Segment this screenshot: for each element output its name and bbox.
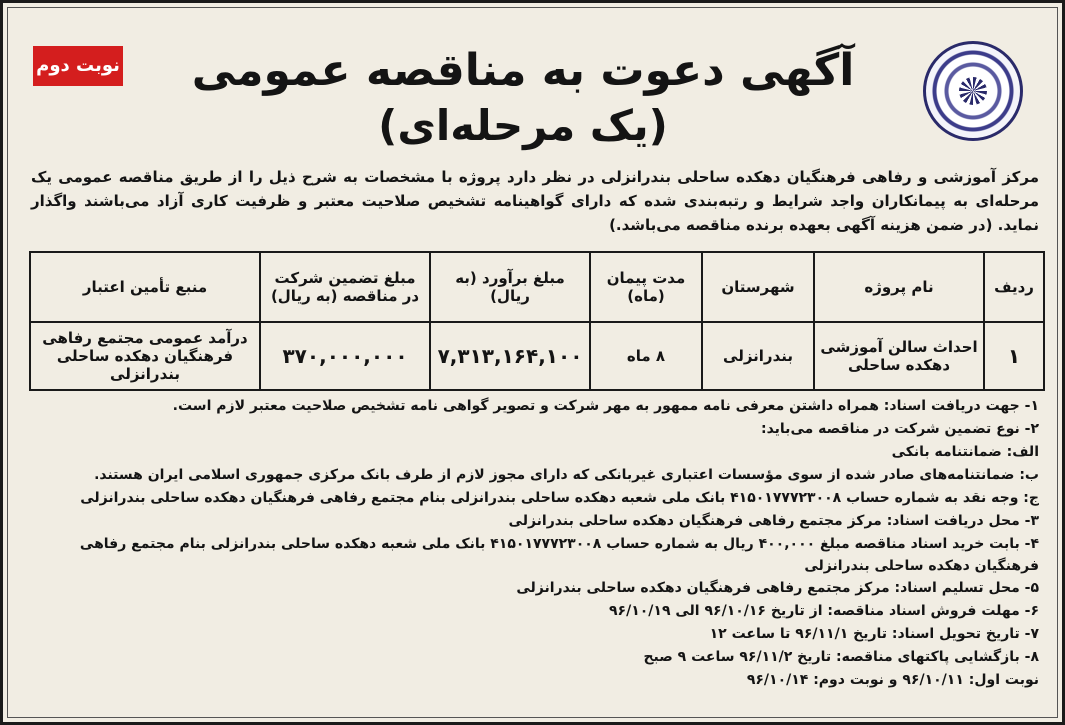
table-header-row — [30, 252, 1044, 322]
cell-project-name: احداث سالن آموزشی دهکده ساحلی — [814, 322, 984, 390]
cell-duration: ۸ ماه — [590, 322, 702, 390]
publication-dates: نوبت اول: ۹۶/۱۰/۱۱ و نوبت دوم: ۹۶/۱۰/۱۴ — [746, 672, 1039, 688]
term-item: ۳- محل دریافت اسناد: مرکز مجتمع رفاهی فرهنگیان دهکده ساحلی بندرانزلی — [508, 513, 1039, 529]
header-funding-source: منبع تأمین اعتبار — [30, 252, 260, 322]
cell-row-number: ۱ — [984, 322, 1044, 390]
term-item: ۲- نوع تضمین شرکت در مناقصه می‌باید: — [760, 421, 1039, 437]
header-estimate: مبلغ برآورد (به ریال) — [430, 252, 590, 322]
term-item: ۶- مهلت فروش اسناد مناقصه: از تاریخ ۹۶/۱۰/۱۶ الی ۹۶/۱۰/۱۹ — [609, 603, 1039, 619]
term-item: الف: ضمانتنامه بانکی — [891, 444, 1039, 460]
term-item: ۱- جهت دریافت اسناد: همراه داشتن معرفی نامه ممهور به مهر شرکت و تصویر گواهی نامه تشخیص صلاحیت معتبر لازم است. — [172, 398, 1039, 414]
notice-title: آگهی دعوت به مناقصه عمومی — [191, 45, 855, 96]
header-row-number: ردیف — [984, 252, 1044, 322]
term-item: ج: وجه نقد به شماره حساب ۴۱۵۰۱۷۷۷۲۳۰۰۸ بانک ملی شعبه دهکده ساحلی بندرانزلی بنام مجتمع رفاهی فرهنگیان دهکده ساحلی بندرانزلی — [80, 490, 1039, 506]
cell-funding-source: درآمد عمومی مجتمع رفاهی فرهنگیان دهکده ساحلی بندرانزلی — [30, 322, 260, 390]
round-badge: نوبت دوم — [33, 46, 123, 86]
seal-emblem-icon — [959, 77, 987, 105]
table-row — [30, 322, 1044, 390]
header-city: شهرستان — [702, 252, 814, 322]
term-item: ۴- بابت خرید اسناد مناقصه مبلغ ۴۰۰,۰۰۰ ریال به شماره حساب ۴۱۵۰۱۷۷۷۲۳۰۰۸ بانک ملی شعبه دهکده ساحلی بندرانزلی بنام مجتمع رفاهی فرهنگیان دهکده ساحلی بندرانزلی — [79, 536, 1039, 574]
cell-guarantee: ۳۷۰,۰۰۰,۰۰۰ — [260, 322, 430, 390]
term-item: ب: ضمانتنامه‌های صادر شده از سوی مؤسسات اعتباری غیربانکی که دارای مجوز لازم از طرف بانک مرکزی جمهوری اسلامی ایران هستند. — [94, 467, 1039, 483]
header-duration: مدت پیمان (ماه) — [590, 252, 702, 322]
header-guarantee: مبلغ تضمین شرکت در مناقصه (به ریال) — [260, 252, 430, 322]
term-item: ۷- تاریخ تحویل اسناد: تاریخ ۹۶/۱۱/۱ تا ساعت ۱۲ — [709, 626, 1039, 642]
cell-estimate: ۷,۳۱۳,۱۶۴,۱۰۰ — [430, 322, 590, 390]
organization-seal-logo — [923, 41, 1023, 141]
term-item: ۸- بازگشایی پاکتهای مناقصه: تاریخ ۹۶/۱۱/۲ ساعت ۹ صبح — [643, 649, 1039, 665]
notice-subtitle: (یک مرحله‌ای) — [378, 101, 668, 150]
terms-list — [31, 395, 1039, 692]
project-table — [29, 251, 1045, 391]
cell-city: بندرانزلی — [702, 322, 814, 390]
term-item: ۵- محل تسلیم اسناد: مرکز مجتمع رفاهی فرهنگیان دهکده ساحلی بندرانزلی — [516, 580, 1039, 596]
intro-paragraph: مرکز آموزشی و رفاهی فرهنگیان دهکده ساحلی بندرانزلی در نظر دارد پروژه با مشخصات به شرح ذیل را از طریق مناقصه عمومی یک مرحله‌ای به پیمانکاران واجد شرایط و رتبه‌بندی شده که دارای گواهینامه تشخیص صلاحیت معتبر و ظرفیت کاری آزاد می‌باشند واگذار نماید. (در ضمن هزینه آگهی بعهده برنده مناقصه می‌باشد.) — [31, 168, 1039, 234]
header-project-name: نام پروژه — [814, 252, 984, 322]
